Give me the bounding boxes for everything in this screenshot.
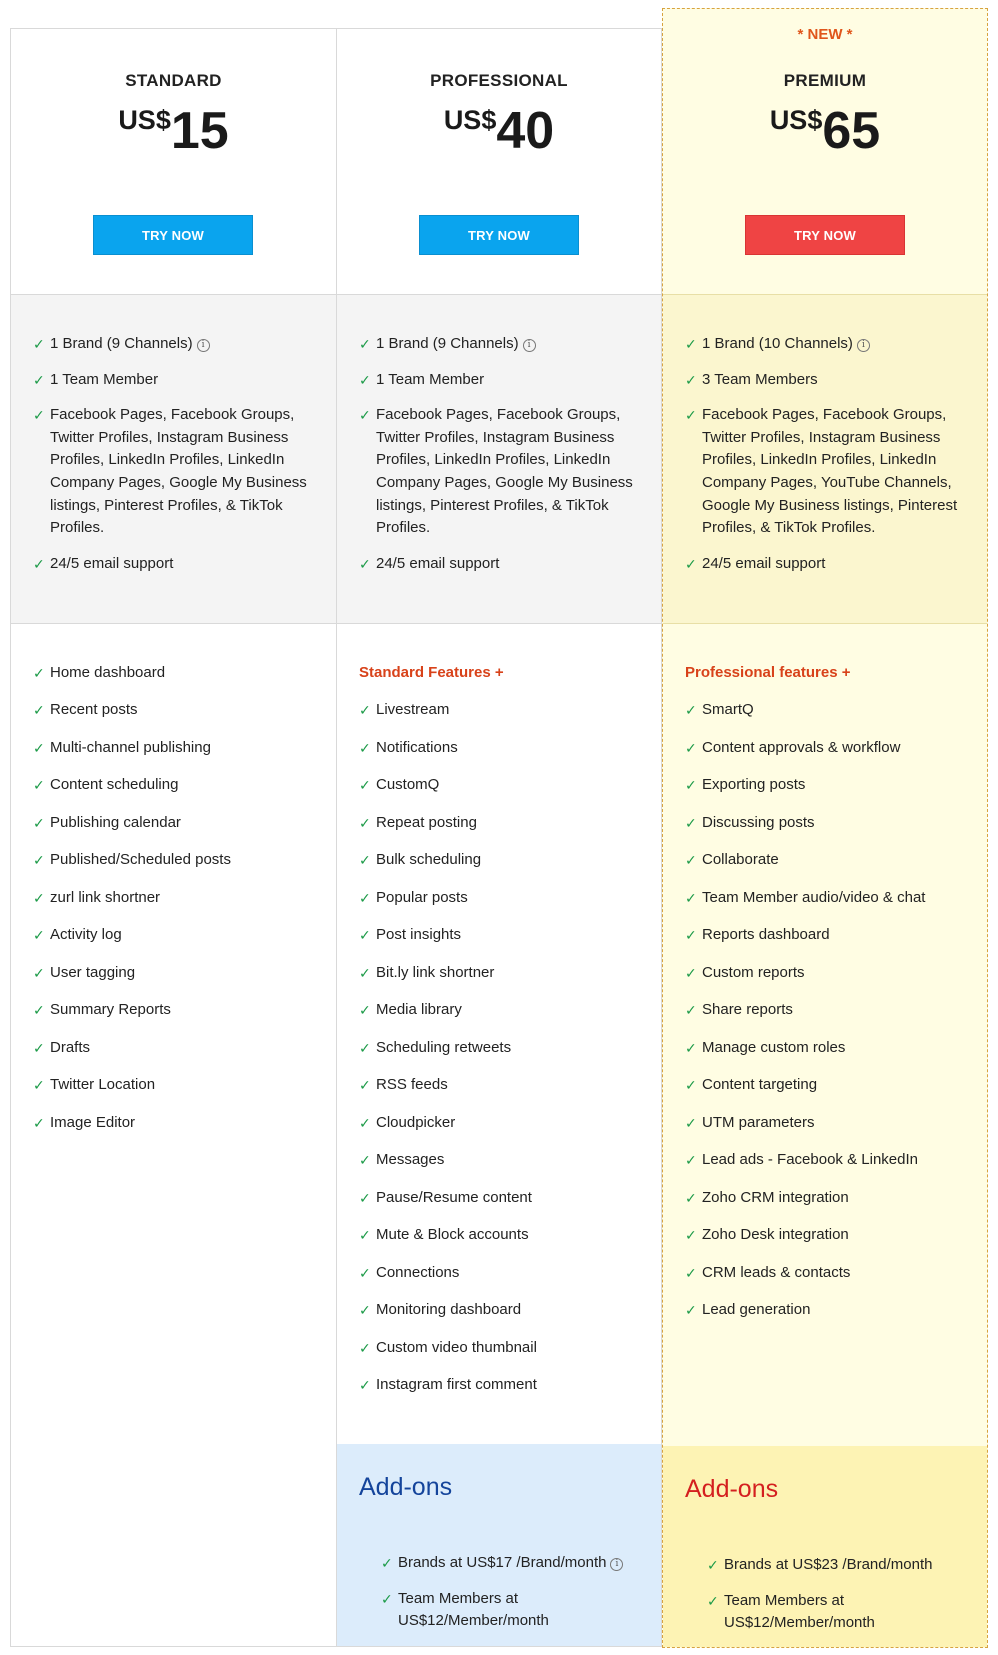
feature-item [33, 1037, 322, 1060]
list-item: ✓ Facebook Pages, Facebook Groups, Twitter Profiles, Instagram Business Profiles, LinkedIn Profiles, LinkedIn Company Pages, Google My Business listings, Pinterest Profiles, & TikTok Profiles. [33, 406, 307, 537]
check-icon: ✓ [685, 1189, 697, 1206]
check-icon: ✓ [33, 927, 45, 944]
check-icon: ✓ [359, 1227, 371, 1244]
feature-label: Reports dashboard [702, 926, 830, 944]
feature-item [685, 924, 973, 947]
feature-item [685, 1224, 973, 1247]
feature-item [33, 924, 322, 947]
price-currency: US$ [118, 105, 171, 135]
plan-premium [662, 8, 988, 1648]
feature-label: Share reports [702, 1001, 793, 1019]
check-icon: ✓ [685, 702, 697, 719]
feature-label: Drafts [50, 1038, 91, 1056]
check-icon: ✓ [33, 739, 45, 756]
feature-item [33, 1074, 322, 1097]
check-icon: ✓ [359, 814, 371, 831]
feature-item [359, 699, 647, 722]
feature-label: Content scheduling [50, 776, 179, 794]
feature-label: zurl link shortner [50, 888, 161, 906]
plan-name: PREMIUM [783, 71, 867, 90]
feature-item [685, 962, 973, 985]
feature-label: Cloudpicker [376, 1113, 456, 1131]
new-badge: * NEW * [797, 26, 853, 43]
plan-price [11, 101, 336, 161]
plan-features [663, 624, 987, 1647]
feature-label: Image Editor [50, 1113, 136, 1131]
feature-item [359, 924, 647, 947]
check-icon: ✓ [685, 1302, 697, 1319]
feature-item [359, 812, 647, 835]
price-currency: US$ [769, 105, 823, 135]
feature-label: CustomQ [376, 776, 440, 794]
feature-label: Connections [376, 1263, 460, 1281]
list-item: ✓ 24/5 email support [359, 553, 647, 576]
feature-item [359, 1112, 647, 1135]
price-amount: 40 [496, 102, 555, 160]
check-icon: ✓ [685, 889, 697, 906]
check-icon: ✓ [685, 1039, 697, 1056]
addons-title: Add-ons [359, 1473, 453, 1501]
check-icon: ✓ [359, 1152, 371, 1169]
feature-item [359, 1074, 647, 1097]
feature-label: Lead ads - Facebook & LinkedIn [702, 1151, 918, 1169]
check-icon: ✓ [685, 1002, 697, 1019]
feature-item [685, 699, 973, 722]
addon-item: ✓ Brands at US$23 /Brand/month [707, 1554, 951, 1577]
addon-item: ✓ Team Members at US$12/Member/month [381, 1589, 549, 1630]
feature-label: SmartQ [702, 701, 754, 719]
check-icon: ✓ [359, 1339, 371, 1356]
feature-label: Messages [376, 1151, 445, 1169]
feature-item [359, 999, 647, 1022]
feature-item [359, 962, 647, 985]
feature-item [359, 1149, 647, 1172]
check-icon: ✓ [359, 407, 371, 424]
check-icon: ✓ [359, 777, 371, 794]
check-icon: ✓ [33, 407, 45, 424]
feature-label: Multi-channel publishing [50, 738, 211, 756]
check-icon: ✓ [685, 1264, 697, 1281]
check-icon: ✓ [359, 1377, 371, 1394]
check-icon: ✓ [685, 555, 697, 572]
feature-label: Lead generation [702, 1301, 811, 1319]
feature-item [685, 887, 973, 910]
price-amount: 15 [170, 102, 229, 160]
feature-label: Content targeting [702, 1076, 818, 1094]
check-icon: ✓ [685, 739, 697, 756]
feature-label: Summary Reports [50, 1001, 171, 1019]
plan-name: PROFESSIONAL [430, 71, 568, 90]
feature-label: Pause/Resume content [376, 1188, 532, 1206]
feature-item [33, 699, 322, 722]
check-icon: ✓ [685, 814, 697, 831]
list-item: ✓ 1 Brand (10 Channels) i [685, 333, 973, 356]
check-icon: ✓ [33, 1039, 45, 1056]
check-icon: ✓ [359, 555, 371, 572]
feature-label: Exporting posts [702, 776, 806, 794]
plan-features [11, 624, 336, 1646]
feature-label: Zoho Desk integration [702, 1226, 849, 1244]
feature-item [359, 1374, 647, 1397]
check-icon: ✓ [381, 1555, 393, 1571]
plan-standard [10, 28, 336, 1647]
feature-item [33, 887, 322, 910]
info-icon[interactable]: i [610, 1558, 623, 1571]
feature-label: Bit.ly link shortner [376, 963, 495, 981]
check-icon: ✓ [359, 964, 371, 981]
check-icon: ✓ [359, 702, 371, 719]
check-icon: ✓ [33, 777, 45, 794]
feature-label: UTM parameters [702, 1113, 815, 1131]
check-icon: ✓ [359, 336, 371, 352]
check-icon: ✓ [707, 1557, 719, 1573]
check-icon: ✓ [33, 1002, 45, 1019]
check-icon: ✓ [359, 852, 371, 869]
list-item: ✓ 24/5 email support [33, 553, 322, 576]
feature-list [11, 624, 336, 1134]
check-icon: ✓ [381, 1590, 393, 1607]
feature-label: Twitter Location [50, 1076, 156, 1094]
check-icon: ✓ [359, 739, 371, 756]
feature-item [33, 812, 322, 835]
check-icon: ✓ [359, 1302, 371, 1319]
feature-label: Mute & Block accounts [376, 1226, 529, 1244]
check-icon: ✓ [33, 665, 45, 681]
try-now-button[interactable]: TRY NOW [93, 215, 253, 255]
feature-label: Monitoring dashboard [376, 1301, 522, 1319]
feature-label: User tagging [50, 963, 136, 981]
feature-item [685, 999, 973, 1022]
feature-item [359, 1299, 647, 1322]
feature-label: Published/Scheduled posts [50, 851, 231, 869]
feature-item [33, 1112, 322, 1135]
plan-header [337, 29, 661, 294]
check-icon: ✓ [685, 927, 697, 944]
feature-label: Manage custom roles [702, 1038, 846, 1056]
list-item: ✓ 1 Team Member [359, 369, 647, 392]
feature-item [685, 774, 973, 797]
check-icon: ✓ [33, 1077, 45, 1094]
list-item: ✓ 24/5 email support [685, 553, 973, 576]
feature-item [359, 1224, 647, 1247]
list-item: ✓ Facebook Pages, Facebook Groups, Twitter Profiles, Instagram Business Profiles, LinkedIn Profiles, LinkedIn Company Pages, YouTube Channels, Google My Business listings, Pinterest Profiles, & TikTok Profiles. [685, 406, 958, 537]
check-icon: ✓ [685, 964, 697, 981]
plan-price [663, 101, 987, 161]
feature-label: Content approvals & workflow [702, 738, 901, 756]
plan-features [337, 624, 661, 1646]
feature-label: Custom reports [702, 963, 805, 981]
check-icon: ✓ [359, 927, 371, 944]
price-amount: 65 [822, 102, 881, 160]
check-icon: ✓ [33, 702, 45, 719]
plan-name: STANDARD [125, 71, 222, 90]
addon-item: ✓ Team Members at US$12/Member/month [707, 1591, 875, 1632]
check-icon: ✓ [359, 1264, 371, 1281]
feature-item [359, 774, 647, 797]
feature-item [685, 1262, 973, 1285]
check-icon: ✓ [359, 1114, 371, 1131]
feature-label: Recent posts [50, 701, 138, 719]
check-icon: ✓ [33, 371, 45, 388]
plan-price [337, 101, 661, 161]
feature-label: Custom video thumbnail [376, 1338, 537, 1356]
check-icon: ✓ [685, 1114, 697, 1131]
feature-item [33, 999, 322, 1022]
check-icon: ✓ [359, 1039, 371, 1056]
feature-label: Activity log [50, 926, 122, 944]
feature-label: RSS feeds [376, 1076, 448, 1094]
features-heading: Standard Features + [359, 664, 504, 681]
check-icon: ✓ [33, 1114, 45, 1131]
feature-item [685, 849, 973, 872]
check-icon: ✓ [707, 1592, 719, 1609]
features-heading: Professional features + [685, 664, 851, 681]
feature-item [359, 849, 647, 872]
feature-label: Instagram first comment [376, 1376, 537, 1394]
addons-panel [337, 1444, 661, 1646]
plan-header [663, 9, 987, 294]
feature-list [337, 624, 661, 1397]
check-icon: ✓ [685, 1152, 697, 1169]
price-currency: US$ [443, 105, 497, 135]
feature-label: Publishing calendar [50, 813, 181, 831]
info-icon[interactable]: i [857, 339, 870, 352]
feature-item [685, 1112, 973, 1135]
feature-item [359, 1262, 647, 1285]
check-icon: ✓ [33, 964, 45, 981]
check-icon: ✓ [685, 336, 697, 352]
list-item: ✓ 1 Team Member [33, 369, 322, 392]
addons-title: Add-ons [685, 1475, 779, 1503]
list-item: ✓ Facebook Pages, Facebook Groups, Twitter Profiles, Instagram Business Profiles, LinkedIn Profiles, LinkedIn Company Pages, Google My Business listings, Pinterest Profiles, & TikTok Profiles. [359, 406, 633, 537]
feature-item [359, 1337, 647, 1360]
feature-label: Team Member audio/video & chat [702, 888, 926, 906]
feature-item [359, 887, 647, 910]
feature-item [359, 1187, 647, 1210]
feature-label: Scheduling retweets [376, 1038, 512, 1056]
feature-item [33, 774, 322, 797]
check-icon: ✓ [359, 1189, 371, 1206]
check-icon: ✓ [685, 777, 697, 794]
check-icon: ✓ [685, 1227, 697, 1244]
list-item: ✓ 3 Team Members [685, 369, 973, 392]
feature-label: Popular posts [376, 888, 468, 906]
plan-professional [336, 28, 662, 1647]
info-icon[interactable]: i [523, 339, 536, 352]
addon-item: ✓ Brands at US$17 /Brand/month i [381, 1552, 625, 1575]
feature-item [359, 1037, 647, 1060]
feature-label: Collaborate [702, 851, 779, 869]
feature-item [685, 1187, 973, 1210]
feature-label: Discussing posts [702, 813, 815, 831]
feature-item [33, 962, 322, 985]
check-icon: ✓ [359, 1077, 371, 1094]
check-icon: ✓ [359, 1002, 371, 1019]
plan-header [11, 29, 336, 294]
feature-label: Post insights [376, 926, 462, 944]
feature-label: Livestream [376, 701, 450, 719]
check-icon: ✓ [33, 889, 45, 906]
feature-label: Zoho CRM integration [702, 1188, 849, 1206]
feature-list [663, 624, 987, 1322]
feature-label: Bulk scheduling [376, 851, 482, 869]
feature-label: Repeat posting [376, 813, 477, 831]
feature-label: Notifications [376, 738, 458, 756]
feature-item [685, 1299, 973, 1322]
check-icon: ✓ [33, 555, 45, 572]
plan-quota [11, 294, 336, 624]
list-item: ✓ 1 Brand (9 Channels) i [359, 333, 647, 356]
feature-label: Home dashboard [50, 664, 166, 681]
info-icon[interactable]: i [197, 339, 210, 352]
list-item: ✓ 1 Brand (9 Channels) i [33, 333, 322, 356]
check-icon: ✓ [685, 407, 697, 424]
try-now-button[interactable]: TRY NOW [419, 215, 579, 255]
check-icon: ✓ [33, 852, 45, 869]
feature-item [685, 1074, 973, 1097]
plan-quota [337, 294, 661, 624]
feature-item [685, 1149, 973, 1172]
feature-label: Media library [376, 1001, 462, 1019]
try-now-button[interactable]: TRY NOW [745, 215, 905, 255]
feature-item [33, 737, 322, 760]
feature-label: CRM leads & contacts [702, 1263, 851, 1281]
check-icon: ✓ [33, 336, 45, 352]
check-icon: ✓ [359, 371, 371, 388]
check-icon: ✓ [359, 889, 371, 906]
check-icon: ✓ [685, 852, 697, 869]
feature-item [685, 812, 973, 835]
feature-item [33, 849, 322, 872]
addons-panel [663, 1446, 987, 1647]
plan-quota [663, 294, 987, 624]
check-icon: ✓ [685, 371, 697, 388]
check-icon: ✓ [33, 814, 45, 831]
feature-item [33, 662, 322, 685]
feature-item [359, 737, 647, 760]
feature-item [685, 1037, 973, 1060]
check-icon: ✓ [685, 1077, 697, 1094]
feature-item [685, 737, 973, 760]
